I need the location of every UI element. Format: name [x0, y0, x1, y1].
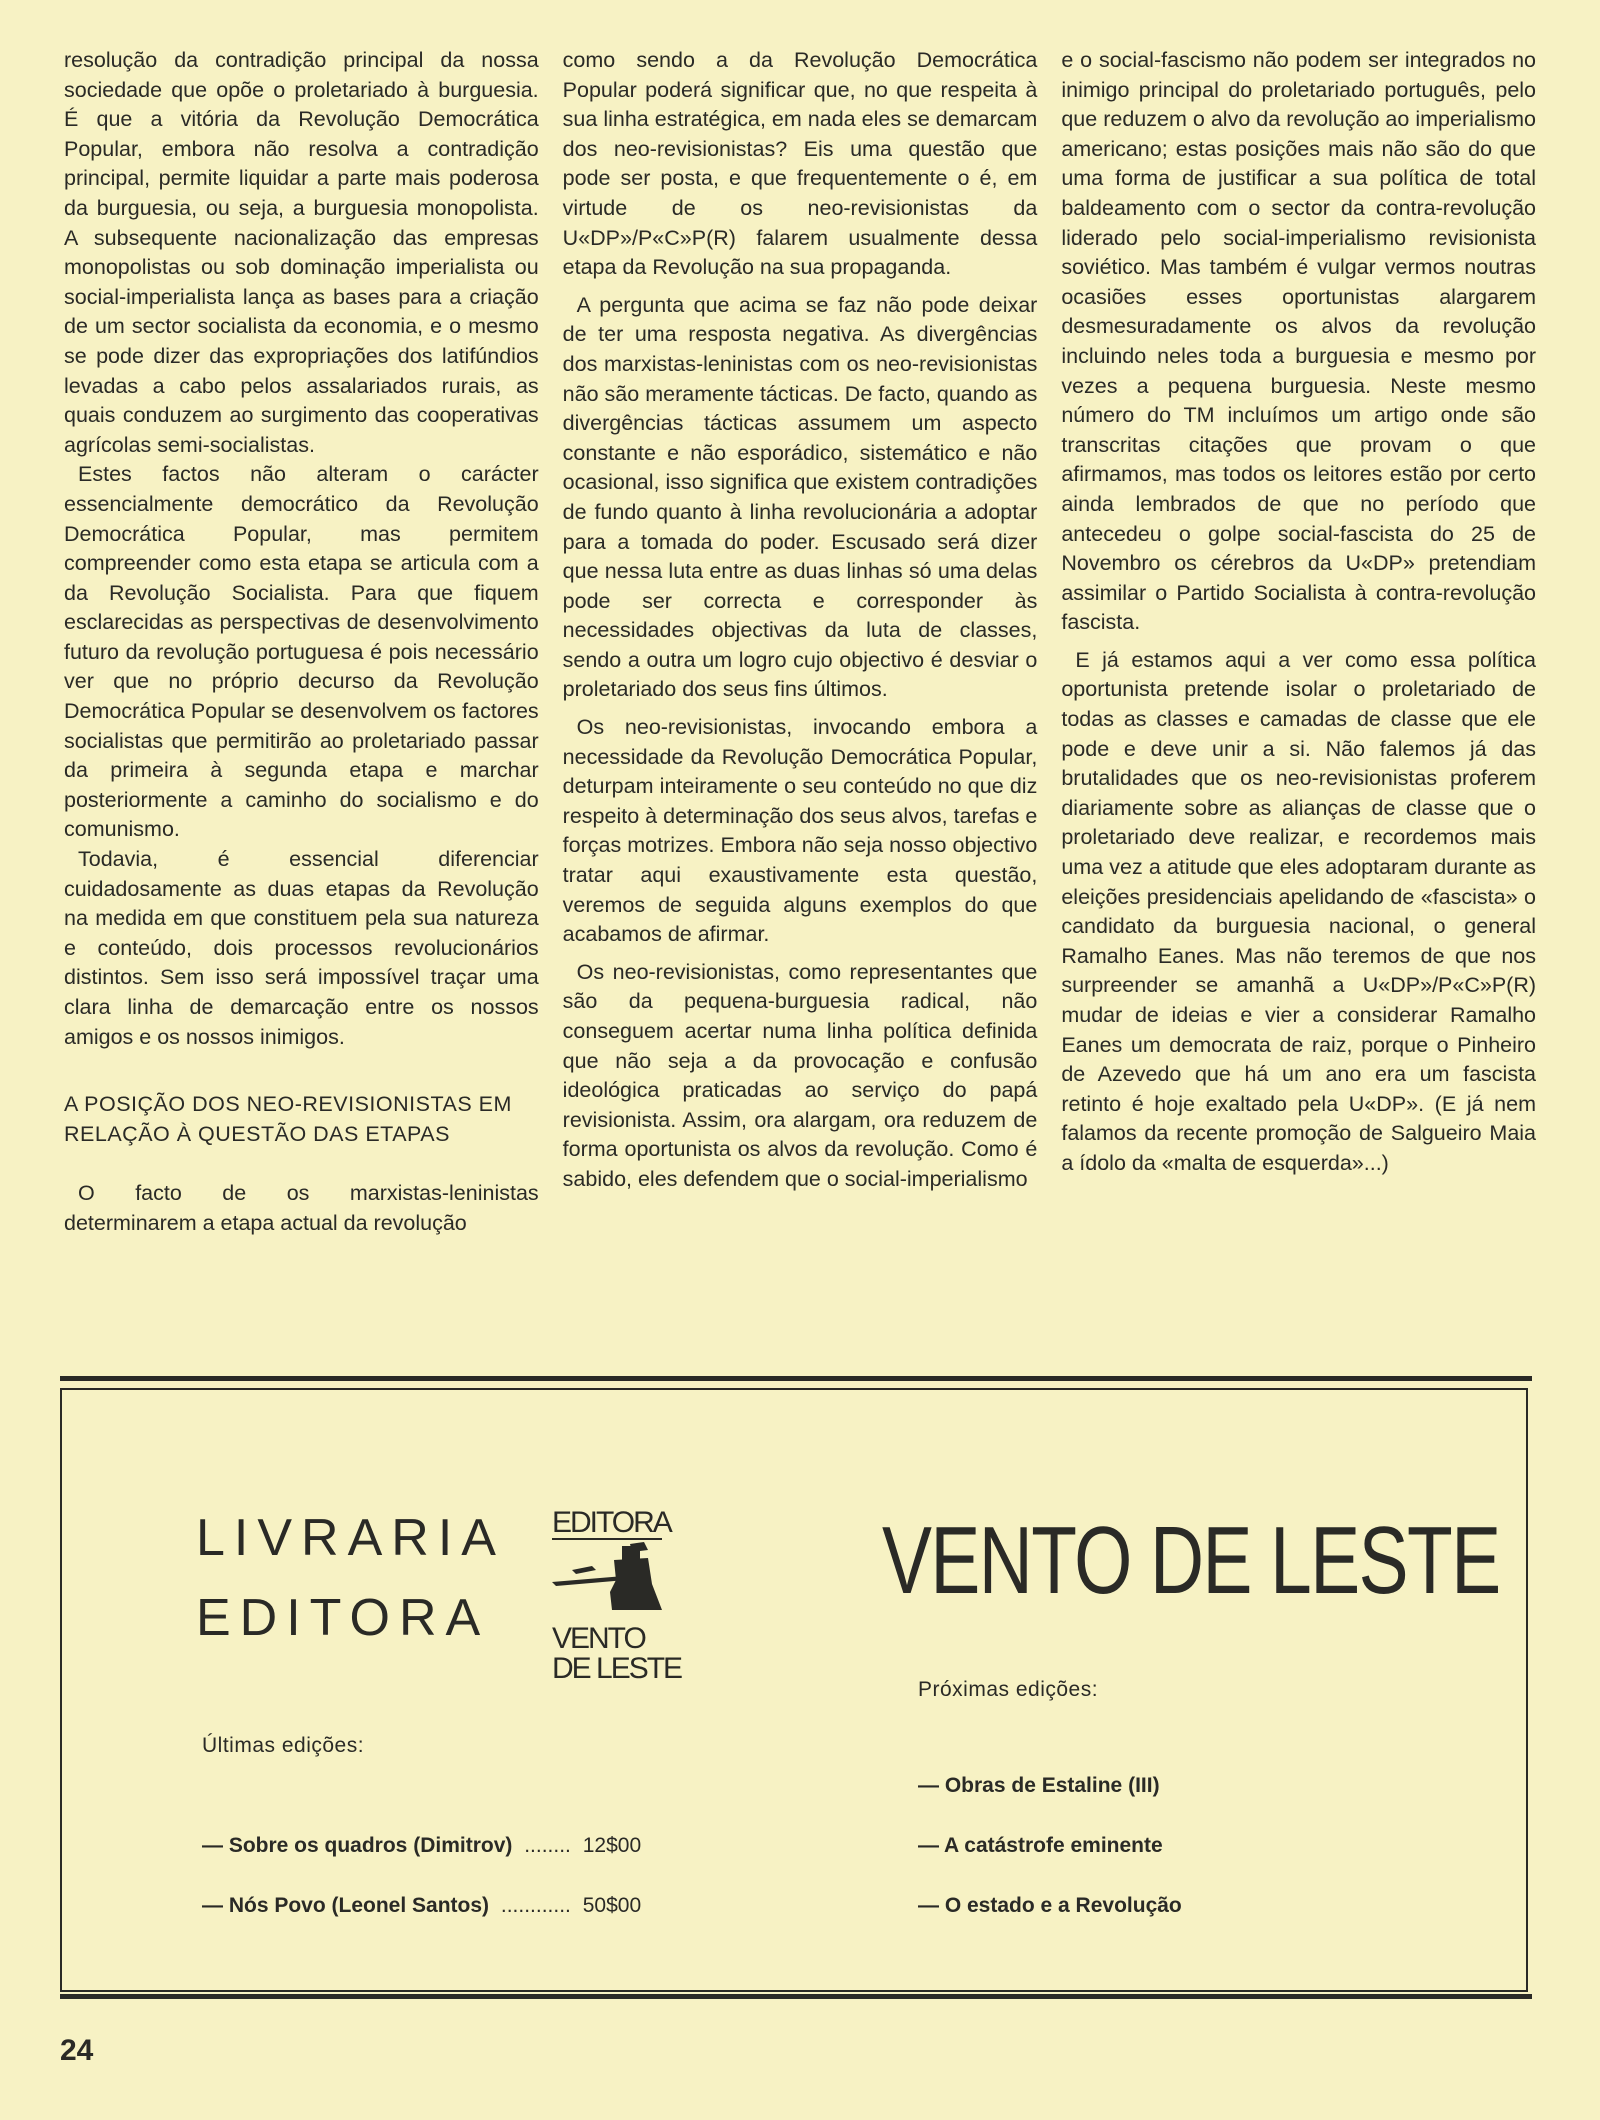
livraria-line: LIVRARIA	[196, 1509, 505, 1567]
column-3	[1061, 46, 1536, 1346]
column-1	[64, 46, 539, 1346]
ad-bottom-rule	[60, 1994, 1532, 1999]
paragraph: Todavia, é essencial diferenciar cuidadosamente as duas etapas da Revolução na medida em que constituem pela sua natureza e conteúdo, dois processos revolucionários distintos. Sem isso será impossível traçar uma clara linha de demarcação entre os nossos amigos e os nossos inimigos.	[64, 847, 539, 1049]
ad-top-rule	[60, 1376, 1532, 1381]
paragraph: como sendo a da Revolução Democrática Popular poderá significar que, no que respeita à sua linha estratégica, em nada eles se demarcam dos neo-revisionistas? Eis uma questão que pode ser posta, e que frequentemente o é, em virtude de os neo-revisionistas da U«DP»/P«C»P(R) falarem usualmente dessa etapa da Revolução na sua propaganda.	[562, 48, 1038, 280]
article-columns	[64, 46, 1536, 1346]
proximas-edicoes-label: Próximas edições:	[918, 1678, 1099, 1701]
paragraph: Estes factos não alteram o carácter essencialmente democrático da Revolução Democrática Popular, mas permitem compreender como esta etapa se articula com a da Revolução Socialista. Para que fiquem esclarecidas as perspectivas de desenvolvimento futuro da revolução portuguesa é pois necessário ver que no próprio decurso da Revolução Democrática Popular se desenvolvem os factores socialistas que permitirão ao proletariado passar da primeira à segunda etapa e marchar posteriormente a caminho do socialismo e do comunismo.	[64, 462, 539, 842]
advertisement-box	[60, 1388, 1528, 1992]
vento-de-leste-logo	[552, 1508, 682, 1708]
proximas-item: — Obras de Estaline (III)	[918, 1774, 1160, 1797]
rifleman-icon	[552, 1540, 672, 1620]
proximas-item: — O estado e a Revolução	[918, 1894, 1182, 1917]
logo-top-text: EDITORA	[552, 1506, 671, 1539]
paragraph: Os neo-revisionistas, invocando embora a necessidade da Revolução Democrática Popular, deturpam inteiramente o seu conteúdo no que diz respeito à determinação dos seus alvos, tarefas e forças motrizes. Embora não seja nosso objectivo tratar aqui exaustivamente esta questão, veremos de seguida alguns exemplos do que acabamos de afirmar.	[562, 715, 1038, 947]
paragraph: resolução da contradição principal da nossa sociedade que opõe o proletariado à burguesia. É que a vitória da Revolução Democrática Popular, embora não resolva a contradição principal, permite liquidar a parte mais poderosa da burguesia, ou seja, a burguesia monopolista. A subsequente nacionalização das empresas monopolistas ou sob dominação imperialista ou social-imperialista lança as bases para a criação de um sector socialista da economia, e o mesmo se pode dizer das expropriações dos latifúndios levadas a cabo pelos assalariados rurais, as quais conduzem ao surgimento das cooperativas agrícolas semi-socialistas.	[64, 48, 539, 457]
paragraph: E já estamos aqui a ver como essa política oportunista pretende isolar o proletariado de todas as classes e camadas de classe que ele pode e deve unir a si. Não falemos já das brutalidades que os neo-revisionistas proferem diariamente sobre as alianças de classe que o proletariado deve realizar, e recordemos mais uma vez a atitude que eles adoptaram durante as eleições presidenciais apelidando de «fascista» o candidato da burguesia nacional, o general Ramalho Eanes. Mas não teremos de que nos surpreender se amanhã a U«DP»/P«C»P(R) mudar de ideias e vier a considerar Ramalho Eanes um democrata de raiz, porque o Pinheiro de Azevedo que há um ano era um fascista retinto é hoje exaltado pela U«DP». (E já nem falamos da recente promoção de Salgueiro Maia a ídolo da «malta de esquerda»...)	[1061, 647, 1537, 1175]
ultimas-item: — Nós Povo (Leonel Santos) ............ 50$00	[202, 1894, 642, 1917]
paragraph: Os neo-revisionistas, como representantes que são da pequena-burguesia radical, não conseguem acertar numa linha política definida que não seja a da provocação e confusão ideológica praticadas ao serviço do papá revisionista. Assim, ora alargam, ora reduzem de forma oportunista os alvos da revolução. Como é sabido, eles defendem que o social-imperialismo	[562, 959, 1038, 1191]
page-number: 24	[60, 2034, 94, 2067]
livraria-editora-heading	[196, 1498, 505, 1658]
paragraph: e o social-fascismo não podem ser integrados no inimigo principal do proletariado português, pelo que reduzem o alvo da revolução ao imperialismo americano; estas posições mais não são do que uma forma de justificar a sua política de total baldeamento com o sector da contra-revolução liderado pelo social-imperialismo revisionista soviético. Mas também é vulgar vermos noutras ocasiões esses oportunistas alargarem desmesuradamente os alvos da revolução incluindo neles toda a burguesia e mesmo por vezes a pequena burguesia. Neste mesmo número do TM incluímos um artigo onde são transcritas citações que provam o que afirmamos, mas todos os leitores estão por certo ainda lembrados de que no período que antecedeu o golpe social-fascista do 25 de Novembro os cérebros da U«DP» pretendiam assimilar o Partido Socialista à contra-revolução fascista.	[1061, 48, 1537, 635]
proximas-item: — A catástrofe eminente	[918, 1834, 1163, 1857]
logo-bottom-text-1: VENTO	[552, 1622, 645, 1655]
column-2	[563, 46, 1038, 1346]
ultimas-edicoes-label: Últimas edições:	[202, 1734, 365, 1757]
editora-line: EDITORA	[196, 1589, 490, 1647]
paragraph: A pergunta que acima se faz não pode deixar de ter uma resposta negativa. As divergências dos marxistas-leninistas com os neo-revisionistas não são meramente tácticas. De facto, quando as divergências tácticas assumem um aspecto constante e não esporádico, sistemático e não ocasional, isso significa que existem contradições de fundo quanto à linha revolucionária a adoptar para a tomada do poder. Escusado será dizer que nessa luta entre as duas linhas só uma delas pode ser correcta e corresponder às necessidades objectivas da luta de classes, sendo a outra um logro cujo objectivo é desviar o proletariado dos seus fins últimos.	[562, 292, 1038, 702]
ultimas-item: — Sobre os quadros (Dimitrov) ........ 12$00	[202, 1834, 642, 1857]
logo-bottom-text-2: DE LESTE	[552, 1652, 682, 1685]
paragraph: O facto de os marxistas-leninistas determinarem a etapa actual da revolução	[64, 1181, 539, 1235]
section-heading: A POSIÇÃO DOS NEO-REVISIONISTAS EM RELAÇÃO À QUESTÃO DAS ETAPAS	[64, 1092, 512, 1146]
publisher-title: VENTO DE LESTE	[882, 1507, 1500, 1614]
